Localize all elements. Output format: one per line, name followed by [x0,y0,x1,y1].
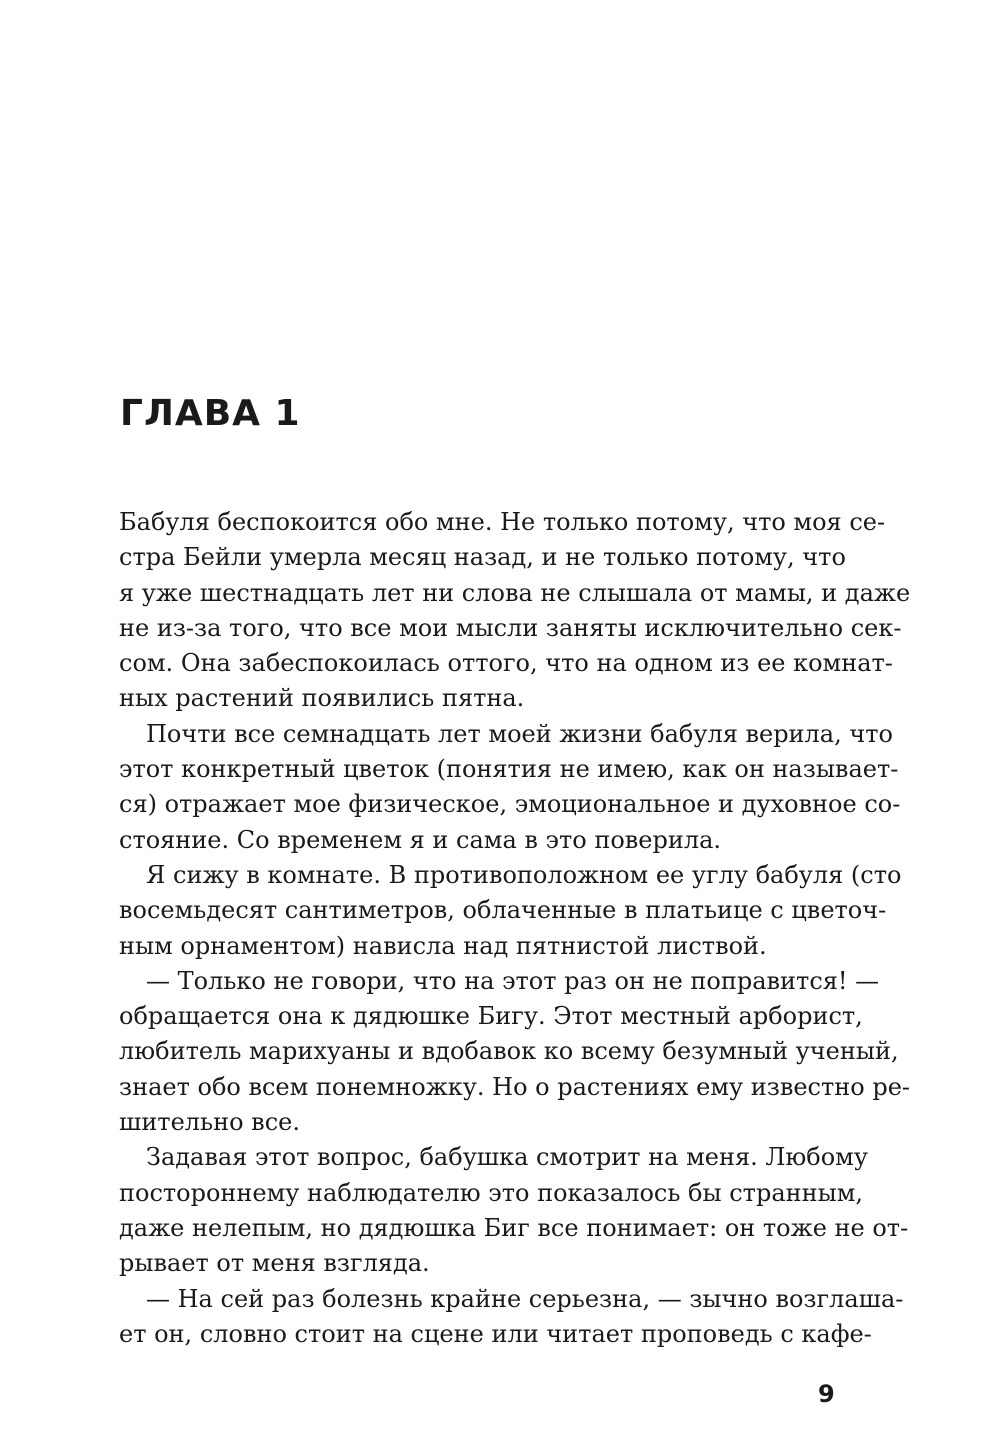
body-text [119,505,911,1352]
text-line: ся) отражает мое физическое, эмоциональное и духовное со- [119,790,901,819]
text-line: обращается она к дядюшке Бигу. Этот местный арборист, [119,1002,863,1031]
text-line: — Только не говори, что на этот раз он не поправится! — [146,966,880,995]
text-line: Бабуля беспокоится обо мне. Не только потому, что моя се- [119,508,886,536]
text-line: даже нелепым, но дядюшка Биг все понимает: он тоже не от- [119,1213,909,1242]
text-line: любитель марихуаны и вдобавок ко всему безумный ученый, [119,1037,899,1066]
text-line: этот конкретный цветок (понятия не имею, как он называет- [119,755,899,784]
text-line: Я сижу в комнате. В противоположном ее углу бабуля (сто [146,860,902,889]
text-line: ет он, словно стоит на сцене или читает проповедь с кафе- [119,1319,872,1348]
text-line: шительно все. [119,1108,300,1137]
text-line: сом. Она забеспокоилась оттого, что на одном из ее комнат- [119,649,893,678]
text-line: ных растений появились пятна. [119,684,525,713]
page-number: 9 [818,1380,835,1408]
text-line: стра Бейли умерла месяц назад, и не только потому, что [119,543,846,572]
text-line: постороннему наблюдателю это показалось бы странным, [119,1178,864,1207]
chapter-title: ГЛАВА 1 [120,393,301,434]
text-line: Почти все семнадцать лет моей жизни бабуля верила, что [146,719,893,748]
text-line: ным орнаментом) нависла над пятнистой листвой. [119,931,767,960]
text-line: — На сей раз болезнь крайне серьезна, — зычно возглаша- [146,1284,904,1313]
text-line: не из-за того, что все мои мысли заняты исключительно сек- [119,613,902,642]
text-line: восемьдесят сантиметров, облаченные в платьице с цветоч- [119,896,887,925]
text-line: Задавая этот вопрос, бабушка смотрит на меня. Любому [146,1143,868,1172]
text-line: я уже шестнадцать лет ни слова не слышала от мамы, и даже [119,578,911,607]
text-line: стояние. Со временем я и сама в это поверила. [119,825,722,854]
text-line: знает обо всем понемножку. Но о растениях ему известно ре- [119,1072,911,1101]
text-line: рывает от меня взгляда. [119,1249,430,1278]
